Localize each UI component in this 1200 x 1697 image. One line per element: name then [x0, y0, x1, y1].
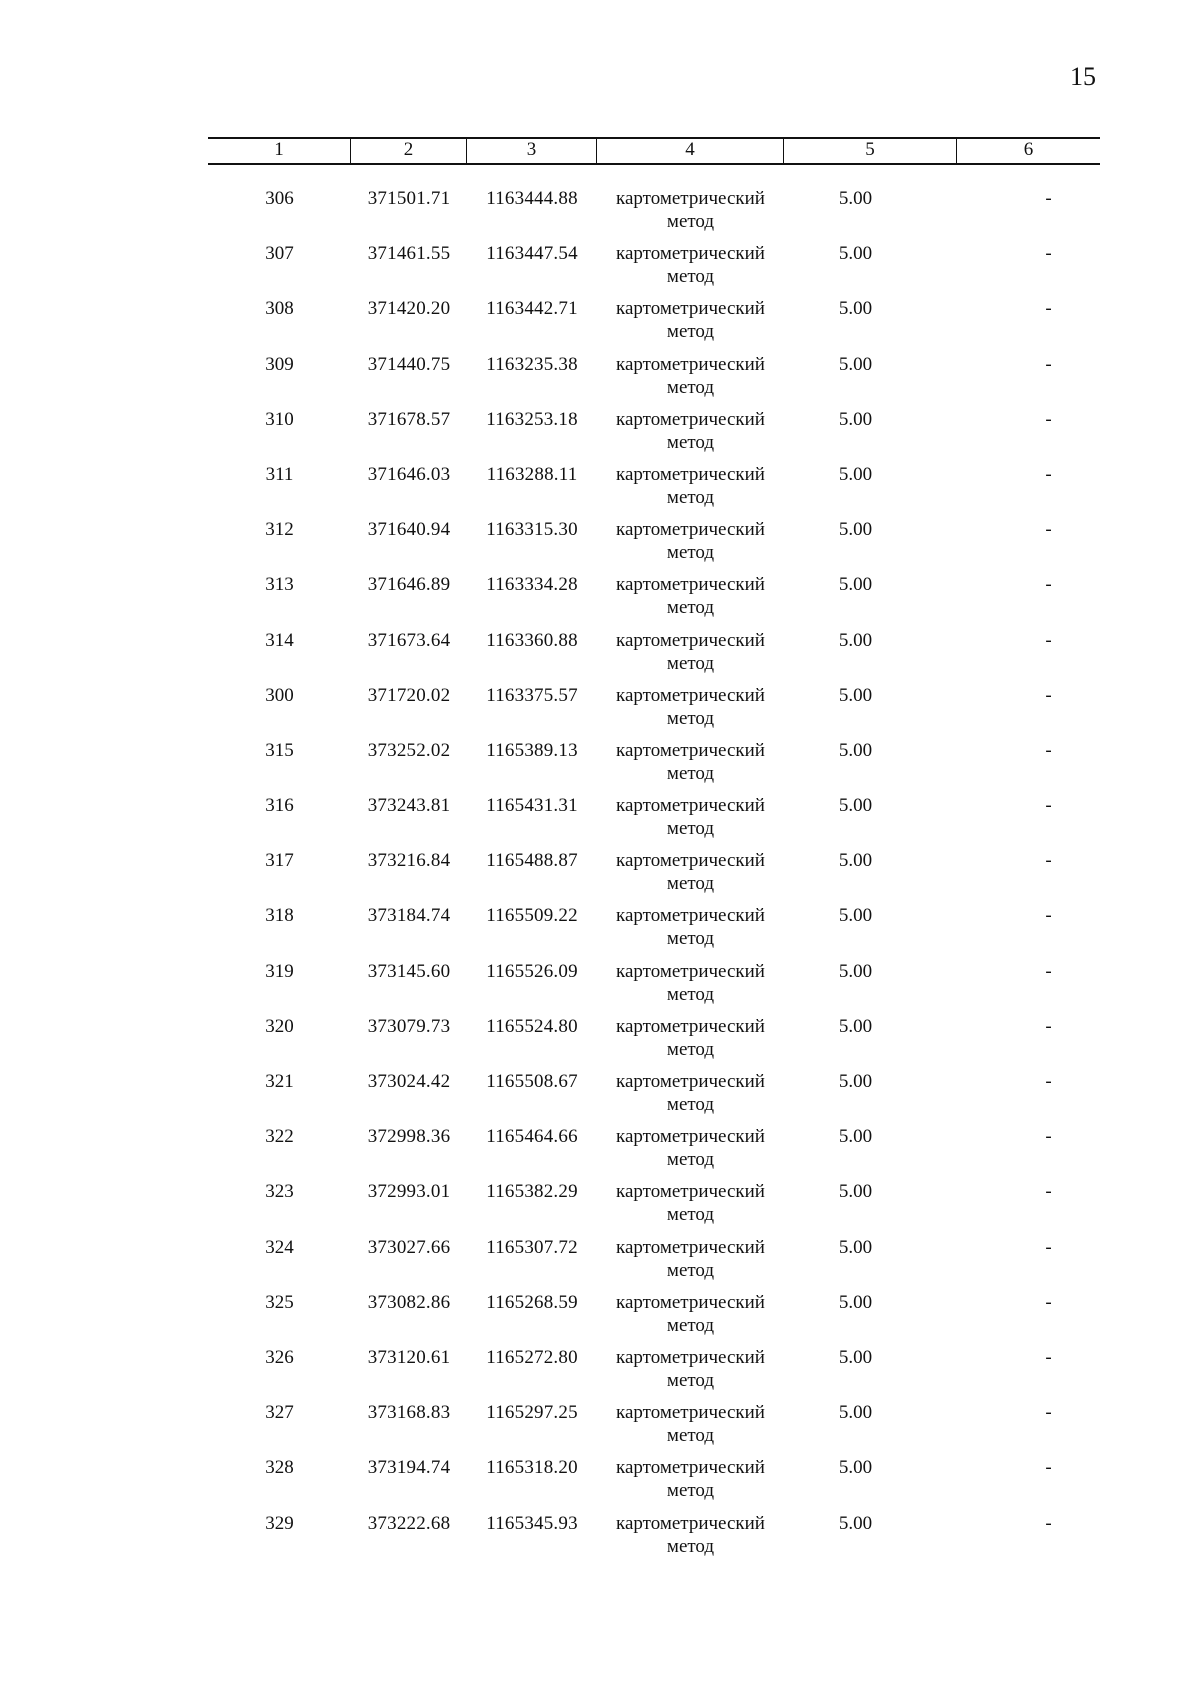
method-line-2: метод	[666, 1259, 715, 1281]
accuracy-cell: 5.00	[838, 353, 873, 375]
point-number-cell: 312	[265, 519, 294, 541]
accuracy-cell: 5.00	[838, 463, 873, 485]
method-line-1: картометрический	[616, 1126, 765, 1148]
method-cell	[597, 1070, 784, 1125]
method-line-1: картометрический	[616, 1402, 765, 1424]
x-coordinate-cell: 372998.36	[367, 1126, 451, 1148]
note-cell: -	[1045, 684, 1052, 706]
x-coordinate-cell: 373082.86	[367, 1291, 451, 1313]
method-line-2: метод	[666, 818, 715, 840]
table-body	[208, 187, 1100, 1567]
method-cell	[597, 518, 784, 573]
method-cell	[597, 187, 784, 242]
x-coordinate-cell: 373222.68	[367, 1512, 451, 1534]
method-line-2: метод	[666, 266, 715, 288]
accuracy-cell: 5.00	[838, 684, 873, 706]
method-line-2: метод	[666, 1425, 715, 1447]
table-row	[208, 1401, 1100, 1456]
y-coordinate-cell: 1165272.80	[486, 1346, 578, 1368]
y-coordinate-cell: 1163253.18	[486, 408, 578, 430]
x-coordinate-cell: 373252.02	[367, 739, 451, 761]
note-cell: -	[1045, 1346, 1052, 1368]
method-line-2: метод	[666, 1149, 715, 1171]
accuracy-cell: 5.00	[838, 408, 873, 430]
point-number-cell: 306	[265, 188, 294, 209]
note-cell: -	[1045, 243, 1052, 265]
y-coordinate-cell: 1165509.22	[486, 905, 578, 927]
accuracy-cell: 5.00	[838, 188, 873, 209]
point-number-cell: 315	[265, 739, 294, 761]
table-row	[208, 518, 1100, 573]
note-cell: -	[1045, 188, 1052, 209]
y-coordinate-cell: 1165268.59	[486, 1291, 578, 1313]
table-row	[208, 1125, 1100, 1180]
note-cell: -	[1045, 1015, 1052, 1037]
accuracy-cell: 5.00	[838, 905, 873, 927]
y-coordinate-cell: 1165307.72	[486, 1236, 578, 1258]
x-coordinate-cell: 373120.61	[367, 1346, 451, 1368]
method-cell	[597, 573, 784, 628]
y-coordinate-cell: 1163360.88	[486, 629, 578, 651]
y-coordinate-cell: 1163235.38	[486, 353, 578, 375]
x-coordinate-cell: 373216.84	[367, 850, 451, 872]
accuracy-cell: 5.00	[838, 850, 873, 872]
method-cell	[597, 1236, 784, 1291]
note-cell: -	[1045, 519, 1052, 541]
method-line-2: метод	[666, 707, 715, 729]
method-line-2: метод	[666, 762, 715, 784]
method-cell	[597, 1180, 784, 1235]
method-line-2: метод	[666, 1480, 715, 1502]
method-cell	[597, 1456, 784, 1511]
method-line-1: картометрический	[616, 574, 765, 596]
table-row	[208, 1456, 1100, 1511]
point-number-cell: 313	[265, 574, 294, 596]
x-coordinate-cell: 372993.01	[367, 1181, 451, 1203]
table-row	[208, 960, 1100, 1015]
method-line-1: картометрический	[616, 795, 765, 817]
method-line-2: метод	[666, 1314, 715, 1336]
note-cell: -	[1045, 463, 1052, 485]
method-line-1: картометрический	[616, 1512, 765, 1534]
note-cell: -	[1045, 1512, 1052, 1534]
point-number-cell: 316	[265, 795, 294, 817]
accuracy-cell: 5.00	[838, 739, 873, 761]
method-line-1: картометрический	[616, 629, 765, 651]
method-cell	[597, 684, 784, 739]
method-line-2: метод	[666, 1204, 715, 1226]
table-row	[208, 353, 1100, 408]
accuracy-cell: 5.00	[838, 574, 873, 596]
note-cell: -	[1045, 1457, 1052, 1479]
point-number-cell: 320	[265, 1015, 294, 1037]
method-line-1: картометрический	[616, 1015, 765, 1037]
point-number-cell: 321	[265, 1071, 294, 1092]
x-coordinate-cell: 371420.20	[367, 298, 451, 320]
accuracy-cell: 5.00	[838, 1126, 873, 1148]
header-cell-4: 4	[597, 139, 784, 163]
note-cell: -	[1045, 298, 1052, 320]
accuracy-cell: 5.00	[838, 1457, 873, 1479]
y-coordinate-cell: 1163444.88	[486, 188, 578, 209]
table-row	[208, 1015, 1100, 1070]
method-cell	[597, 904, 784, 959]
x-coordinate-cell: 371673.64	[367, 629, 451, 651]
note-cell: -	[1045, 1236, 1052, 1258]
method-cell	[597, 739, 784, 794]
note-cell: -	[1045, 960, 1052, 982]
note-cell: -	[1045, 629, 1052, 651]
method-line-2: метод	[666, 983, 715, 1005]
method-line-1: картометрический	[616, 960, 765, 982]
header-cell-6: 6	[1023, 139, 1034, 160]
coordinates-table	[208, 137, 1100, 1567]
method-line-2: метод	[666, 1369, 715, 1391]
header-cell-3: 3	[467, 139, 597, 163]
method-cell	[597, 1125, 784, 1180]
point-number-cell: 327	[265, 1402, 294, 1424]
method-line-2: метод	[666, 928, 715, 950]
point-number-cell: 326	[265, 1346, 294, 1368]
y-coordinate-cell: 1163288.11	[486, 463, 578, 485]
y-coordinate-cell: 1163334.28	[486, 574, 578, 596]
table-row	[208, 739, 1100, 794]
method-line-2: метод	[666, 376, 715, 398]
method-cell	[597, 1346, 784, 1401]
accuracy-cell: 5.00	[838, 1512, 873, 1534]
y-coordinate-cell: 1165382.29	[486, 1181, 578, 1203]
point-number-cell: 309	[265, 353, 294, 375]
accuracy-cell: 5.00	[838, 795, 873, 817]
method-line-1: картометрический	[616, 905, 765, 927]
method-cell	[597, 960, 784, 1015]
table-header-row	[208, 137, 1100, 165]
method-line-2: метод	[666, 1038, 715, 1060]
method-cell	[597, 242, 784, 297]
method-line-1: картометрический	[616, 188, 765, 209]
point-number-cell: 308	[265, 298, 294, 320]
y-coordinate-cell: 1165345.93	[486, 1512, 578, 1534]
method-cell	[597, 297, 784, 352]
method-line-1: картометрический	[616, 739, 765, 761]
point-number-cell: 322	[265, 1126, 294, 1148]
x-coordinate-cell: 371640.94	[367, 519, 451, 541]
point-number-cell: 328	[265, 1457, 294, 1479]
method-cell	[597, 463, 784, 518]
table-row	[208, 1291, 1100, 1346]
note-cell: -	[1045, 1402, 1052, 1424]
method-line-1: картометрический	[616, 1346, 765, 1368]
method-line-1: картометрический	[616, 1291, 765, 1313]
method-line-1: картометрический	[616, 298, 765, 320]
table-row	[208, 1346, 1100, 1401]
x-coordinate-cell: 373145.60	[367, 960, 451, 982]
method-line-2: метод	[666, 597, 715, 619]
x-coordinate-cell: 373194.74	[367, 1457, 451, 1479]
y-coordinate-cell: 1165508.67	[486, 1071, 578, 1092]
table-row	[208, 1512, 1100, 1567]
method-cell	[597, 1512, 784, 1567]
method-cell	[597, 629, 784, 684]
point-number-cell: 319	[265, 960, 294, 982]
accuracy-cell: 5.00	[838, 243, 873, 265]
method-line-2: метод	[666, 321, 715, 343]
method-line-1: картометрический	[616, 408, 765, 430]
method-line-2: метод	[666, 652, 715, 674]
method-line-2: метод	[666, 486, 715, 508]
accuracy-cell: 5.00	[838, 960, 873, 982]
x-coordinate-cell: 371646.03	[367, 463, 451, 485]
table-row	[208, 849, 1100, 904]
x-coordinate-cell: 371501.71	[367, 188, 451, 209]
y-coordinate-cell: 1163447.54	[486, 243, 578, 265]
table-row	[208, 187, 1100, 242]
table-row	[208, 1236, 1100, 1291]
y-coordinate-cell: 1165464.66	[486, 1126, 578, 1148]
header-cell-1: 1	[208, 139, 351, 163]
method-cell	[597, 1015, 784, 1070]
method-line-1: картометрический	[616, 850, 765, 872]
table-row	[208, 1070, 1100, 1125]
point-number-cell: 317	[265, 850, 294, 872]
x-coordinate-cell: 371646.89	[367, 574, 451, 596]
note-cell: -	[1045, 1291, 1052, 1313]
accuracy-cell: 5.00	[838, 1236, 873, 1258]
table-row	[208, 408, 1100, 463]
note-cell: -	[1045, 1126, 1052, 1148]
x-coordinate-cell: 373168.83	[367, 1402, 451, 1424]
x-coordinate-cell: 371461.55	[367, 243, 451, 265]
point-number-cell: 310	[265, 408, 294, 430]
y-coordinate-cell: 1165318.20	[486, 1457, 578, 1479]
y-coordinate-cell: 1165297.25	[486, 1402, 578, 1424]
y-coordinate-cell: 1163315.30	[486, 519, 578, 541]
accuracy-cell: 5.00	[838, 1071, 873, 1092]
point-number-cell: 323	[265, 1181, 294, 1203]
method-line-1: картометрический	[616, 1236, 765, 1258]
accuracy-cell: 5.00	[838, 1291, 873, 1313]
table-row	[208, 463, 1100, 518]
accuracy-cell: 5.00	[838, 1402, 873, 1424]
method-line-1: картометрический	[616, 684, 765, 706]
method-line-1: картометрический	[616, 1457, 765, 1479]
x-coordinate-cell: 373027.66	[367, 1236, 451, 1258]
point-number-cell: 325	[265, 1291, 294, 1313]
x-coordinate-cell: 373079.73	[367, 1015, 451, 1037]
x-coordinate-cell: 371720.02	[367, 684, 451, 706]
note-cell: -	[1045, 408, 1052, 430]
method-cell	[597, 849, 784, 904]
table-row	[208, 1180, 1100, 1235]
page-number: 15	[1070, 62, 1096, 91]
accuracy-cell: 5.00	[838, 1181, 873, 1203]
method-line-2: метод	[666, 1535, 715, 1557]
method-cell	[597, 353, 784, 408]
method-line-1: картометрический	[616, 1181, 765, 1203]
y-coordinate-cell: 1165431.31	[486, 795, 578, 817]
method-line-2: метод	[666, 431, 715, 453]
x-coordinate-cell: 371440.75	[367, 353, 451, 375]
x-coordinate-cell: 371678.57	[367, 408, 451, 430]
note-cell: -	[1045, 1181, 1052, 1203]
table-row	[208, 573, 1100, 628]
method-cell	[597, 794, 784, 849]
accuracy-cell: 5.00	[838, 519, 873, 541]
method-cell	[597, 1401, 784, 1456]
accuracy-cell: 5.00	[838, 1346, 873, 1368]
note-cell: -	[1045, 739, 1052, 761]
table-row	[208, 242, 1100, 297]
point-number-cell: 314	[265, 629, 294, 651]
point-number-cell: 324	[265, 1236, 294, 1258]
x-coordinate-cell: 373243.81	[367, 795, 451, 817]
method-line-2: метод	[666, 211, 715, 232]
table-row	[208, 297, 1100, 352]
method-line-2: метод	[666, 542, 715, 564]
table-row	[208, 794, 1100, 849]
x-coordinate-cell: 373024.42	[367, 1071, 451, 1092]
note-cell: -	[1045, 353, 1052, 375]
point-number-cell: 311	[265, 463, 294, 485]
method-line-1: картометрический	[616, 1071, 765, 1092]
y-coordinate-cell: 1165488.87	[486, 850, 578, 872]
method-cell	[597, 1291, 784, 1346]
table-row	[208, 684, 1100, 739]
method-cell	[597, 408, 784, 463]
header-cell-5: 5	[784, 139, 957, 163]
method-line-2: метод	[666, 1094, 715, 1115]
note-cell: -	[1045, 850, 1052, 872]
note-cell: -	[1045, 1071, 1052, 1092]
y-coordinate-cell: 1165389.13	[486, 739, 578, 761]
accuracy-cell: 5.00	[838, 1015, 873, 1037]
header-cell-2: 2	[351, 139, 467, 163]
point-number-cell: 329	[265, 1512, 294, 1534]
y-coordinate-cell: 1165526.09	[486, 960, 578, 982]
note-cell: -	[1045, 905, 1052, 927]
method-line-1: картометрический	[616, 463, 765, 485]
accuracy-cell: 5.00	[838, 629, 873, 651]
method-line-1: картометрический	[616, 243, 765, 265]
point-number-cell: 318	[265, 905, 294, 927]
point-number-cell: 300	[265, 684, 294, 706]
method-line-1: картометрический	[616, 519, 765, 541]
point-number-cell: 307	[265, 243, 294, 265]
method-line-2: метод	[666, 873, 715, 895]
note-cell: -	[1045, 574, 1052, 596]
note-cell: -	[1045, 795, 1052, 817]
table-row	[208, 629, 1100, 684]
x-coordinate-cell: 373184.74	[367, 905, 451, 927]
table-row	[208, 904, 1100, 959]
y-coordinate-cell: 1163442.71	[486, 298, 578, 320]
accuracy-cell: 5.00	[838, 298, 873, 320]
y-coordinate-cell: 1163375.57	[486, 684, 578, 706]
y-coordinate-cell: 1165524.80	[486, 1015, 578, 1037]
method-line-1: картометрический	[616, 353, 765, 375]
